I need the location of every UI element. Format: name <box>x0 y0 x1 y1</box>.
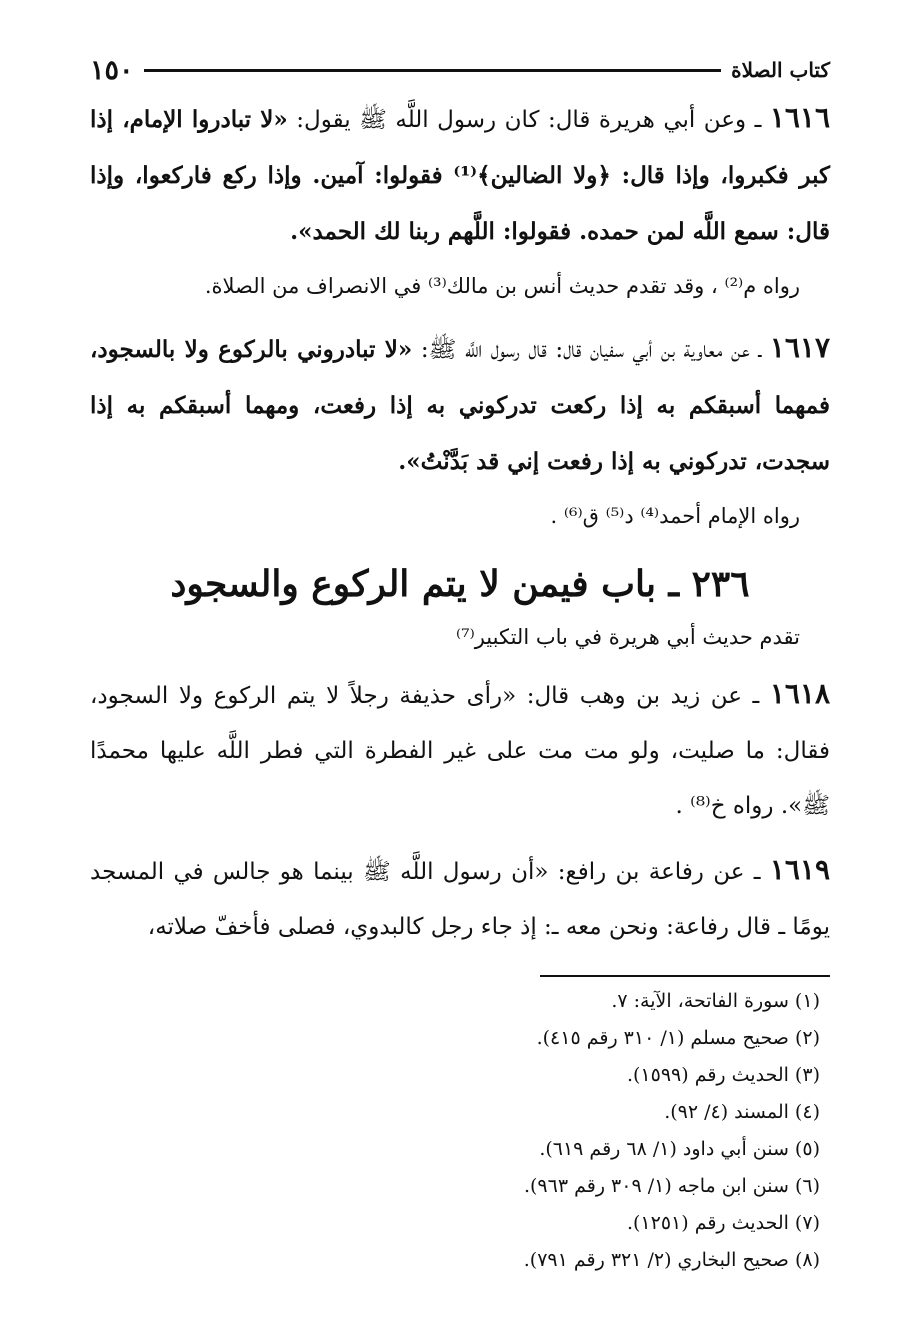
footnote-item: (٧) الحديث رقم (١٢٥١). <box>626 1212 820 1234</box>
running-header <box>90 50 830 90</box>
hadith-number: ١٦١٦ <box>769 101 830 134</box>
hadith-text: «لا تبادروني بالركوع ولا بالسجود، فمهما أسبقكم به إذا ركعت تدركوني به إذا رفعت، ومهما أسبقكم به إذا سجدت، تدركوني به إذا رفعت إني قد بَدَّنْتُ». <box>90 336 830 475</box>
footnote-item: (٨) صحيح البخاري (٢/ ٣٢١ رقم ٧٩١). <box>523 1249 820 1271</box>
footnote-item: (٣) الحديث رقم (١٥٩٩). <box>626 1064 820 1086</box>
footnote-item: (٢) صحيح مسلم (١/ ٣١٠ رقم ٤١٥). <box>536 1027 820 1049</box>
hadith-intro: ـ وعن أبي هريرة قال: كان رسول اللَّه ﷺ يقول: <box>287 107 770 133</box>
footnote-item: (١) سورة الفاتحة، الآية: ٧. <box>611 990 820 1012</box>
chapter-title: ٢٣٦ ـ باب فيمن لا يتم الركوع والسجود <box>170 563 750 605</box>
footnotes-list <box>90 983 830 1279</box>
hadith-number: ١٦١٩ <box>769 853 830 886</box>
footnote-item: (٤) المسند (٤/ ٩٢). <box>664 1101 820 1123</box>
narration-1617: رواه الإمام أحمد⁽⁴⁾ د⁽⁵⁾ ق⁽⁶⁾ . <box>550 504 800 528</box>
chapter-note: تقدم حديث أبي هريرة في باب التكبير⁽⁷⁾ <box>455 625 800 649</box>
hadith-1616 <box>90 90 830 260</box>
narration-1616: رواه م⁽²⁾ ، وقد تقدم حديث أنس بن مالك⁽³⁾ في الانصراف من الصلاة. <box>204 274 800 298</box>
page-number: ١٥٠ <box>90 54 134 86</box>
hadith-1617 <box>90 320 830 490</box>
hadith-text: «لا تبادروا الإمام، إذا كبر فكبروا، وإذا قال: ﴿ولا الضالين﴾⁽¹⁾ فقولوا: آمين. وإذا ركع فاركعوا، وإذا قال: سمع اللَّه لمن حمده. فقولوا: اللَّهم ربنا لك الحمد». <box>90 106 830 245</box>
hadith-text: ـ عن زيد بن وهب قال: «رأى حذيفة رجلاً لا يتم الركوع ولا السجود، فقال: ما صليت، ولو مت مت على غير الفطرة التي فطر اللَّه عليها محمدًا ﷺ». رواه خ⁽⁸⁾ . <box>90 683 830 819</box>
footnote-separator <box>540 975 830 977</box>
hadith-number: ١٦١٨ <box>769 677 830 710</box>
hadith-number: ١٦١٧ <box>769 331 830 364</box>
footnote-item: (٦) سنن ابن ماجه (١/ ٣٠٩ رقم ٩٦٣). <box>523 1175 820 1197</box>
hadith-text: ـ عن رفاعة بن رافع: «أن رسول اللَّه ﷺ بينما هو جالس في المسجد يومًا ـ قال رفاعة: ونحن معه ـ: إذ جاء رجل كالبدوي، فصلى فأخفّ صلاته، <box>90 859 830 940</box>
header-rule <box>144 69 722 72</box>
document-page <box>90 50 830 1279</box>
footnote-item: (٥) سنن أبي داود (١/ ٦٨ رقم ٦١٩). <box>539 1138 820 1160</box>
hadith-1619 <box>90 842 830 955</box>
hadith-intro: ـ عن معاوية بن أبي سفيان قال: قال رسول اللَّه ﷺ: <box>412 337 770 363</box>
book-title: كتاب الصلاة <box>731 58 830 82</box>
hadith-1618 <box>90 666 830 834</box>
